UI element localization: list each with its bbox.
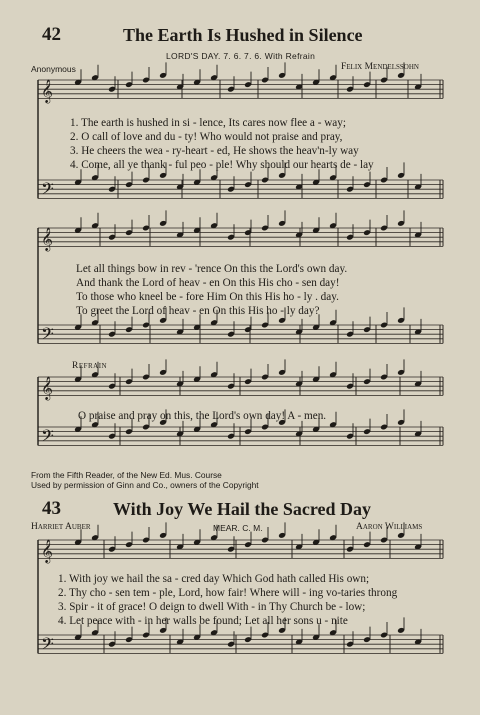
hymn-42-number: 42: [42, 24, 61, 45]
svg-text:𝄞: 𝄞: [41, 78, 53, 103]
hymn-42-verse-3a: 3. He cheers the wea - ry-heart - ed, He shows the heav'n-ly way: [70, 145, 359, 157]
hymn-42-title: The Earth Is Hushed in Silence: [123, 25, 363, 45]
refrain-text: O praise and pray on this, the Lord's own day! A - men.: [78, 410, 327, 422]
hymn-42-composer: Felix Mendelssohn: [341, 62, 419, 72]
hymn-42-footnote-permission: Used by permission of Ginn and Co., owners of the Copyright: [31, 480, 259, 490]
svg-text:𝄢: 𝄢: [41, 425, 54, 450]
hymn-42-verse-1b: Let all things bow in rev - 'rence On this the Lord's own day.: [76, 263, 348, 275]
svg-text:𝄞: 𝄞: [41, 375, 53, 400]
refrain-label: Refrain: [72, 361, 108, 371]
svg-text:𝄢: 𝄢: [41, 323, 54, 348]
hymn-42-verse-2a: 2. O call of love and du - ty! Who would not praise and pray,: [70, 131, 343, 143]
svg-text:𝄢: 𝄢: [41, 178, 54, 203]
hymn-42-verse-3b: To those who kneel be - fore Him On this His ho - ly . day.: [76, 291, 339, 303]
hymn-43-author: Harriet Auber: [31, 522, 91, 532]
hymn-43-verse-1: 1. With joy we hail the sa - cred day Which God hath called His own;: [58, 573, 370, 585]
hymn-43-number: 43: [42, 498, 61, 519]
svg-text:𝄢: 𝄢: [41, 633, 54, 658]
hymn-42-verse-4a: 4. Come, all ye thank - ful peo - ple! Why should our hearts de - lay: [70, 159, 374, 171]
hymn-43-verse-3: 3. Spir - it of grace! O deign to dwell With - in Thy Church be - low;: [58, 601, 366, 613]
hymn-42-author: Anonymous: [31, 64, 76, 74]
staff-42-treble-2: [38, 210, 443, 251]
hymn-43-composer: Aaron Williams: [356, 522, 423, 532]
hymn-42-meter: LORD'S DAY. 7. 6. 7. 6. With Refrain: [166, 51, 316, 61]
hymn-42-verse-4b: To greet the Lord of heav - en On this His ho - ly day?: [76, 305, 320, 317]
hymn-42-verse-1a: 1. The earth is hushed in si - lence, Its cares now flee a - way;: [70, 117, 346, 129]
hymn-42-footnote-source: From the Fifth Reader, of the New Ed. Mus. Course: [31, 470, 222, 480]
svg-text:𝄞: 𝄞: [41, 226, 53, 251]
svg-text:𝄞: 𝄞: [41, 538, 53, 563]
hymn-43-meter: MEAR. C. M.: [213, 523, 263, 533]
hymn-42-verse-2b: And thank the Lord of heav - en On this His cho - sen day!: [76, 277, 340, 289]
hymn-43-verse-4: 4. Let peace with - in her walls be found; Let all her sons u - nite: [58, 615, 348, 627]
hymn-43-verse-2: 2. Thy cho - sen tem - ple, Lord, how fair! Where will - ing vo-taries throng: [58, 587, 398, 599]
hymn-43-title: With Joy We Hail the Sacred Day: [113, 499, 372, 519]
